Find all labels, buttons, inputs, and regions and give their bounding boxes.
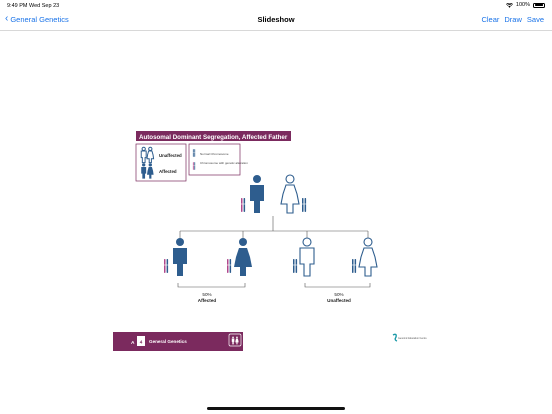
chevron-left-icon: ‹ — [5, 13, 9, 24]
footer-page-number: 4 — [139, 339, 143, 345]
legend-normal-chromosome: Normal Chromosome — [200, 152, 229, 156]
legend-unaffected: Unaffected — [159, 153, 182, 158]
page-title: Slideshow — [257, 15, 295, 24]
father-chromosomes — [240, 198, 246, 212]
mother-icon — [281, 175, 299, 213]
son-affected-chromosomes — [163, 259, 169, 273]
toolbar-actions — [481, 15, 544, 24]
legend-affected: Affected — [159, 169, 177, 174]
home-indicator[interactable] — [207, 407, 345, 410]
son-affected-icon — [173, 238, 187, 276]
father-icon — [250, 175, 264, 213]
genomics-logo — [393, 334, 427, 341]
status-right — [506, 2, 545, 8]
unaffected-bracket — [305, 283, 370, 287]
slide-title: Autosomal Dominant Segregation, Affected Father — [139, 134, 288, 141]
affected-percent: 50% — [202, 292, 212, 297]
battery-icon — [533, 3, 545, 8]
daughter-unaffected-chromosomes — [351, 259, 357, 273]
son-unaffected-chromosomes — [292, 259, 298, 273]
navigation-bar — [0, 12, 552, 31]
legend-altered-chromosome: Chromosome with genetic alteration — [200, 161, 248, 165]
wifi-icon — [506, 3, 513, 8]
chromosome-legend-box — [189, 144, 240, 175]
clear-button[interactable]: Clear — [481, 15, 500, 24]
slide-canvas[interactable] — [0, 31, 552, 401]
daughter-affected-chromosomes — [226, 259, 232, 273]
pedigree-lines — [180, 216, 368, 239]
status-bar — [0, 0, 552, 12]
daughter-unaffected-icon — [359, 238, 377, 276]
save-button[interactable]: Save — [526, 15, 544, 24]
footer-label: General Genetics — [149, 339, 187, 344]
son-unaffected-icon — [300, 238, 314, 276]
back-label: General Genetics — [10, 14, 69, 24]
draw-button[interactable]: Draw — [504, 15, 522, 24]
unaffected-percent: 50% — [334, 292, 344, 297]
affected-bracket — [178, 283, 245, 287]
logo-text: Genomic Education Centre — [398, 337, 427, 340]
daughter-affected-icon — [234, 238, 252, 276]
affected-label: Affected — [197, 298, 217, 303]
unaffected-label: Unaffected — [327, 298, 351, 303]
status-time: 9:49 PM Wed Sep 23 — [7, 3, 60, 9]
mother-chromosomes — [301, 198, 307, 212]
footer-letter: A — [131, 341, 135, 346]
battery-percent: 100% — [515, 2, 530, 8]
